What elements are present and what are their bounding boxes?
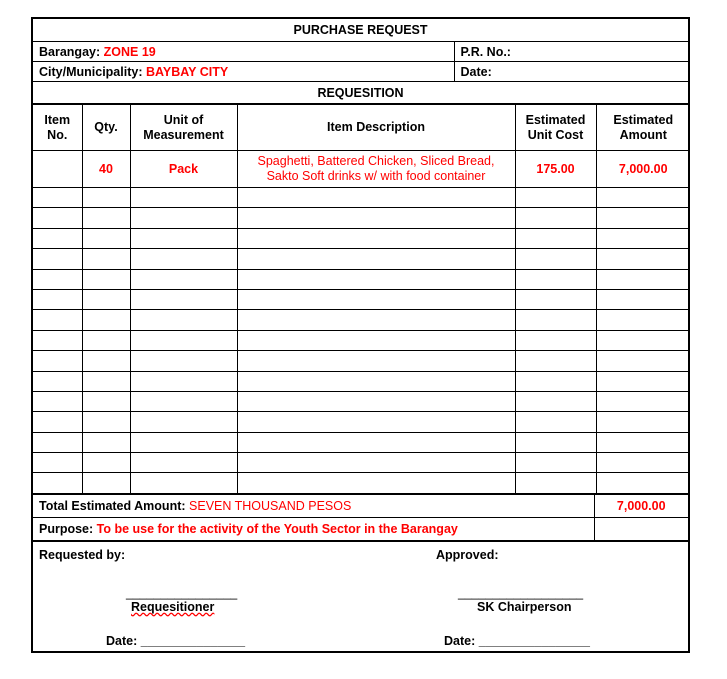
table-row[interactable] (33, 391, 690, 411)
approved-date-label: Date: (444, 633, 476, 648)
cell-qty[interactable] (82, 188, 130, 208)
column-header-description (237, 105, 515, 151)
cell-qty[interactable] (82, 249, 130, 269)
cell-description[interactable] (237, 228, 515, 248)
cell-amount[interactable] (596, 371, 690, 391)
cell-item-no[interactable] (33, 351, 82, 371)
cell-unit-cost[interactable] (515, 330, 596, 350)
column-header-unit-cost-line2: Unit Cost (527, 127, 584, 142)
table-row[interactable] (33, 208, 690, 228)
table-row[interactable] (33, 188, 690, 208)
cell-unit-cost[interactable] (515, 228, 596, 248)
cell-uom[interactable] (130, 228, 237, 248)
requested-by-label: Requested by: (39, 547, 126, 562)
cell-qty[interactable] (82, 351, 130, 371)
cell-description[interactable] (237, 269, 515, 289)
cell-description[interactable] (237, 289, 515, 309)
cell-uom[interactable] (130, 351, 237, 371)
date-field[interactable] (454, 62, 688, 82)
cell-uom[interactable] (130, 330, 237, 350)
approved-label: Approved: (436, 547, 499, 562)
cell-item-no[interactable] (33, 412, 82, 432)
cell-qty[interactable]: 40 (82, 151, 130, 188)
cell-qty[interactable] (82, 453, 130, 473)
cell-description-line2: Sakto Soft drinks w/ with food container (266, 169, 486, 183)
page-title: PURCHASE REQUEST (33, 19, 688, 42)
cell-item-no[interactable] (33, 391, 82, 411)
purchase-request-form (31, 17, 690, 653)
cell-qty[interactable] (82, 330, 130, 350)
section-header-row (33, 82, 688, 104)
cell-qty[interactable] (82, 269, 130, 289)
total-estimated-amount-field[interactable] (33, 494, 594, 517)
column-header-unit-cost-line1: Estimated (525, 112, 586, 127)
city-municipality-field[interactable] (33, 62, 454, 82)
cell-uom[interactable] (130, 188, 237, 208)
column-header-amount-line1: Estimated (613, 112, 674, 127)
cell-unit-cost[interactable] (515, 188, 596, 208)
barangay-label: Barangay: (39, 44, 101, 59)
cell-unit-cost[interactable] (515, 412, 596, 432)
cell-description-line1: Spaghetti, Battered Chicken, Sliced Bread, (257, 154, 495, 168)
table-row[interactable] (33, 351, 690, 371)
pr-no-field[interactable] (454, 42, 688, 62)
cell-uom[interactable] (130, 269, 237, 289)
column-header-item-no (33, 105, 82, 151)
requested-by-signature-rule[interactable]: ________________ (126, 585, 238, 600)
table-row[interactable] (33, 289, 690, 309)
table-row[interactable] (33, 310, 690, 330)
column-header-unit-cost (515, 105, 596, 151)
table-row[interactable] (33, 412, 690, 432)
cell-uom[interactable] (130, 391, 237, 411)
purpose-amount-blank[interactable] (594, 517, 688, 540)
requisition-table (33, 104, 690, 494)
column-header-qty (82, 105, 130, 151)
cell-item-no[interactable] (33, 432, 82, 452)
cell-description[interactable] (237, 412, 515, 432)
cell-description[interactable] (237, 188, 515, 208)
cell-amount[interactable] (596, 351, 690, 371)
cell-amount[interactable] (596, 330, 690, 350)
cell-unit-cost[interactable] (515, 249, 596, 269)
table-row[interactable] (33, 473, 690, 493)
table-row[interactable] (33, 432, 690, 452)
cell-description[interactable] (237, 391, 515, 411)
cell-qty[interactable] (82, 228, 130, 248)
column-header-amount-line2: Amount (619, 127, 667, 142)
barangay-field[interactable] (33, 42, 454, 62)
cell-uom[interactable] (130, 412, 237, 432)
blank-rows-group (33, 188, 690, 494)
cell-description[interactable] (237, 330, 515, 350)
cell-item-no[interactable] (33, 269, 82, 289)
table-row[interactable] (33, 330, 690, 350)
approved-date-field[interactable] (444, 634, 590, 648)
requested-date-field[interactable] (106, 634, 245, 648)
cell-qty[interactable] (82, 310, 130, 330)
requested-by-name: Requesitioner (131, 599, 215, 614)
cell-amount[interactable] (596, 391, 690, 411)
total-estimated-amount-label: Total Estimated Amount: (39, 498, 186, 513)
table-row[interactable] (33, 151, 690, 188)
column-header-qty-line1: Qty. (94, 120, 118, 134)
city-row (33, 62, 688, 82)
cell-uom[interactable] (130, 473, 237, 493)
table-row[interactable] (33, 228, 690, 248)
cell-amount[interactable] (596, 453, 690, 473)
cell-unit-cost[interactable] (515, 391, 596, 411)
cell-unit-cost[interactable] (515, 310, 596, 330)
cell-description[interactable] (237, 208, 515, 228)
cell-description[interactable] (237, 473, 515, 493)
cell-item-no[interactable] (33, 151, 82, 188)
barangay-value: ZONE 19 (103, 44, 156, 59)
cell-qty[interactable] (82, 289, 130, 309)
cell-amount[interactable] (596, 228, 690, 248)
form-header-table (33, 19, 688, 104)
total-amount-in-words: SEVEN THOUSAND PESOS (189, 498, 352, 513)
column-header-description-line1: Item Description (327, 120, 425, 134)
cell-uom[interactable] (130, 453, 237, 473)
cell-description[interactable] (237, 151, 515, 188)
cell-uom[interactable] (130, 208, 237, 228)
cell-item-no[interactable] (33, 188, 82, 208)
table-row[interactable] (33, 371, 690, 391)
cell-uom[interactable] (130, 371, 237, 391)
cell-amount[interactable] (596, 310, 690, 330)
cell-qty[interactable] (82, 412, 130, 432)
cell-description[interactable] (237, 249, 515, 269)
cell-unit-cost[interactable] (515, 351, 596, 371)
cell-description[interactable] (237, 310, 515, 330)
column-header-uom-line2: Measurement (143, 127, 224, 142)
cell-description[interactable] (237, 371, 515, 391)
requested-date-label: Date: (106, 633, 138, 648)
totals-table (33, 494, 688, 541)
pr-no-label: P.R. No.: (460, 44, 511, 59)
city-municipality-value: BAYBAY CITY (145, 64, 229, 79)
city-municipality-label: City/Municipality: (39, 64, 143, 79)
cell-description[interactable] (237, 351, 515, 371)
signature-block (33, 540, 688, 673)
barangay-row (33, 42, 688, 62)
table-row[interactable] (33, 269, 690, 289)
cell-amount[interactable] (596, 269, 690, 289)
cell-amount[interactable] (596, 473, 690, 493)
cell-uom[interactable] (130, 249, 237, 269)
column-header-uom (130, 105, 237, 151)
approved-date-rule: ________________ (478, 633, 590, 648)
column-header-item-no-line2: No. (47, 127, 68, 142)
cell-item-no[interactable] (33, 453, 82, 473)
cell-description[interactable] (237, 453, 515, 473)
cell-unit-cost[interactable]: 175.00 (515, 151, 596, 188)
approved-by-name: SK Chairperson (477, 599, 572, 614)
table-header-row (33, 105, 690, 151)
cell-qty[interactable] (82, 473, 130, 493)
purpose-value: To be use for the activity of the Youth Sector in the Barangay (96, 521, 458, 536)
cell-unit-cost[interactable] (515, 432, 596, 452)
cell-uom[interactable] (130, 310, 237, 330)
cell-amount[interactable] (596, 289, 690, 309)
cell-uom[interactable]: Pack (130, 151, 237, 188)
date-label: Date: (460, 64, 492, 79)
cell-qty[interactable] (82, 371, 130, 391)
cell-qty[interactable] (82, 432, 130, 452)
cell-qty[interactable] (82, 391, 130, 411)
cell-item-no[interactable] (33, 473, 82, 493)
table-row[interactable] (33, 453, 690, 473)
cell-unit-cost[interactable] (515, 473, 596, 493)
cell-item-no[interactable] (33, 330, 82, 350)
cell-uom[interactable] (130, 289, 237, 309)
cell-item-no[interactable] (33, 310, 82, 330)
cell-item-no[interactable] (33, 289, 82, 309)
cell-unit-cost[interactable] (515, 453, 596, 473)
column-header-uom-line1: Unit of (163, 112, 204, 127)
cell-unit-cost[interactable] (515, 371, 596, 391)
cell-amount[interactable] (596, 188, 690, 208)
table-row[interactable] (33, 249, 690, 269)
cell-item-no[interactable] (33, 228, 82, 248)
cell-unit-cost[interactable] (515, 208, 596, 228)
approved-signature-rule[interactable]: __________________ (458, 585, 584, 600)
cell-unit-cost[interactable] (515, 269, 596, 289)
column-header-amount (596, 105, 690, 151)
total-row (33, 494, 688, 517)
cell-amount[interactable] (596, 249, 690, 269)
cell-item-no[interactable] (33, 249, 82, 269)
cell-item-no[interactable] (33, 208, 82, 228)
requested-date-rule: _______________ (140, 633, 246, 648)
cell-amount[interactable]: 7,000.00 (596, 151, 690, 188)
title-row (33, 19, 688, 42)
cell-qty[interactable] (82, 208, 130, 228)
purpose-label: Purpose: (39, 521, 94, 536)
column-header-item-no-line1: Item (44, 112, 71, 127)
cell-amount[interactable] (596, 412, 690, 432)
cell-item-no[interactable] (33, 371, 82, 391)
purpose-row (33, 517, 688, 540)
cell-uom[interactable] (130, 432, 237, 452)
cell-unit-cost[interactable] (515, 289, 596, 309)
total-amount-value[interactable]: 7,000.00 (594, 494, 688, 517)
purpose-field[interactable] (33, 517, 594, 540)
cell-amount[interactable] (596, 432, 690, 452)
cell-description[interactable] (237, 432, 515, 452)
cell-amount[interactable] (596, 208, 690, 228)
requisition-section-header: REQUESITION (33, 82, 688, 104)
